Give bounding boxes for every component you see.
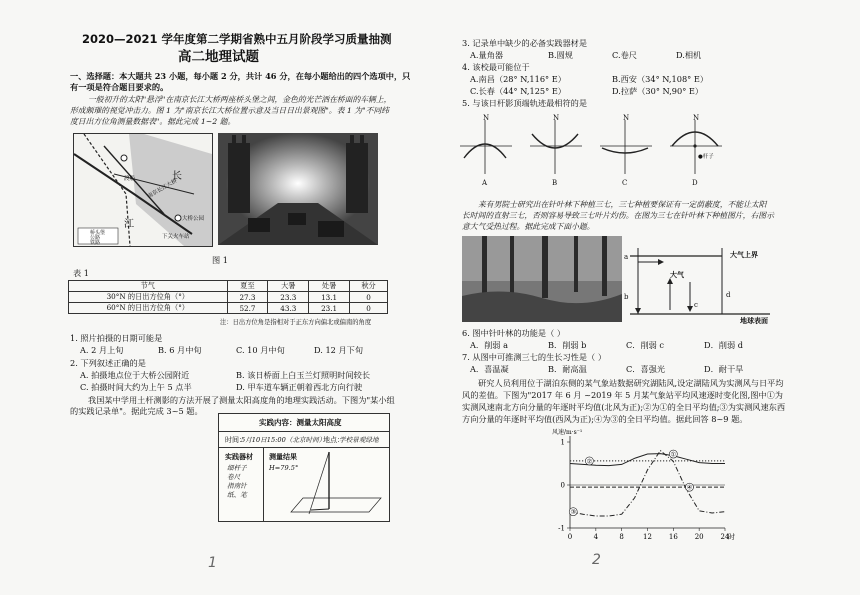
table-cell: 0 xyxy=(350,303,388,314)
arrow-label-d: d xyxy=(726,291,731,299)
record-time-label: 时间： xyxy=(225,436,246,444)
record-place-label: 地点： xyxy=(323,436,344,444)
table-cell: 13.1 xyxy=(309,292,350,303)
q2-option-a[interactable]: A. 拍摄地点位于大桥公园附近 xyxy=(80,370,190,380)
x-axis-label: 时 xyxy=(728,533,735,541)
table-header: 夏至 xyxy=(227,281,268,292)
q2-option-c[interactable]: C. 拍摄时间大约为上午 5 点半 xyxy=(80,382,192,392)
y-tick-label: 1 xyxy=(560,438,565,447)
q2-option-d[interactable]: D. 甲车道车辆正朝着西北方向行驶 xyxy=(236,382,363,392)
question-7: 7. 从图中可推测三七的生长习性是（ ） xyxy=(462,352,607,362)
atmosphere-top-label: 大气上界 xyxy=(730,250,758,259)
x-tick-label: 4 xyxy=(593,533,599,541)
intro4-line2: 风的差值。下图为"2017 年 6 月 ~2019 年 5 月某气象站平均风速逐时变化图,图中①为 xyxy=(462,390,783,400)
table-header-row xyxy=(69,281,388,292)
series-label: ② xyxy=(586,457,593,466)
table-header: 处暑 xyxy=(309,281,350,292)
q2-option-b[interactable]: B. 该日桥面上白玉兰灯照明时间较长 xyxy=(236,370,371,380)
record-equipment-label: 实践器材 xyxy=(225,452,253,461)
table-cell: 43.3 xyxy=(268,303,309,314)
q7-option-c[interactable]: C．喜强光 xyxy=(626,364,666,374)
section1-line2: 有一项是符合题目要求的。 xyxy=(70,82,169,92)
arrow-label-c: c xyxy=(694,301,698,309)
intro-line1: 一般初升的太阳"悬浮"在南京长江大桥两座桥头堡之间，金色的光芒洒在桥面的车辆上， xyxy=(88,95,392,104)
right-page xyxy=(430,0,860,595)
river-char-1: 长 xyxy=(172,171,182,182)
q4-option-d[interactable]: D.拉萨（30° N,90° E） xyxy=(612,86,704,96)
north-label-a: N xyxy=(483,114,490,122)
road-label: 南京长江大桥 xyxy=(146,178,179,200)
earth-surface-label: 地球表面 xyxy=(740,316,768,325)
intro4-line1: 研究人员利用位于湖泊东侧的某气象站数据研究湖陆风,设定湖陆风为实测风与日平均 xyxy=(478,378,784,388)
intro4-line4: 方向分量的年逐时平均值(西风为正);④为③的全日平均值。据此回答 8~9 题。 xyxy=(462,414,748,424)
q3-option-c[interactable]: C.卷尺 xyxy=(612,50,637,60)
q1-option-b[interactable]: B. 6 月中旬 xyxy=(158,345,202,355)
q3-option-a[interactable]: A.量角器 xyxy=(470,50,504,60)
q3-option-d[interactable]: D.相机 xyxy=(676,50,702,60)
pole-label: ●杆子 xyxy=(698,154,714,160)
q6-option-b[interactable]: B．削弱 b xyxy=(548,340,587,350)
q4-option-b[interactable]: B.西安（34° N,108° E） xyxy=(612,74,709,84)
shadow-trajectory-options xyxy=(460,112,760,192)
north-label-c: N xyxy=(623,114,630,122)
q1-option-c[interactable]: C. 10 月中旬 xyxy=(236,345,285,355)
trajectory-a[interactable] xyxy=(460,120,512,174)
station-label: 下关火车站 xyxy=(162,234,190,240)
x-tick-label: 12 xyxy=(643,533,652,541)
chart-labels xyxy=(552,428,735,541)
table-cell: 52.7 xyxy=(227,303,268,314)
trajectory-d[interactable] xyxy=(670,120,722,174)
record-result-label: 测量结果 xyxy=(269,452,297,461)
x-tick-label: 24 xyxy=(720,533,730,541)
intro-line3: 度日出方位角测量数据表"。据此完成 1~2 题。 xyxy=(70,117,236,126)
option-label-b: B xyxy=(552,179,558,187)
table-header: 节气 xyxy=(69,281,228,292)
legend-bridgehead: 桥头堡 xyxy=(90,230,106,236)
table-cell: 23.1 xyxy=(309,303,350,314)
q7-option-a[interactable]: A．喜温凝 xyxy=(470,364,509,374)
q7-option-b[interactable]: B．耐高温 xyxy=(548,364,587,374)
question-1: 1. 照片拍摄的日期可能是 xyxy=(70,333,163,343)
section1-line1: 一、选择题：本大题共 23 小题，每小题 2 分，共计 46 分，在每小题给出的四个选项中，只 xyxy=(70,71,411,81)
sunrise-photo xyxy=(218,133,378,245)
table1-caption: 表 1 xyxy=(73,268,89,278)
table-cell: 60°N 的日出方位角（°） xyxy=(69,303,228,314)
series-label: ④ xyxy=(686,483,693,492)
ship-label: 渡船 xyxy=(124,176,136,182)
option-label-d: D xyxy=(692,179,698,187)
practice-record-sheet xyxy=(218,413,390,522)
table-cell: 27.3 xyxy=(227,292,268,303)
intro3-line1: 来有男院士研究出在针叶林下种植三七，三七种植要保证有一定荫蔽度，不能让太阳 xyxy=(478,200,767,209)
intro2-line2: 的实践记录单"。据此完成 3~5 题。 xyxy=(70,406,203,416)
x-tick-label: 8 xyxy=(619,533,624,541)
intro3-line2: 长时间的直射三七，否则容易导致三七叶片灼伤。在图为三七在针叶林下种植图片，右图示 xyxy=(462,211,774,220)
arrow-label-b: b xyxy=(624,293,629,301)
record-title: 实践内容：测量太阳高度 xyxy=(259,418,342,427)
q1-option-a[interactable]: A. 2 月上旬 xyxy=(80,345,124,355)
north-label-d: N xyxy=(693,114,700,122)
x-tick-label: 0 xyxy=(567,533,573,541)
page-number-1: 1 xyxy=(208,555,217,571)
chart-axes xyxy=(567,436,725,531)
question-4: 4. 该校最可能位于 xyxy=(462,62,530,72)
conifer-forest-photo xyxy=(462,236,622,322)
record-result-value: H=79.5° xyxy=(269,464,299,472)
pole-shadow-sketch xyxy=(219,414,389,521)
atmosphere-label: 大气 xyxy=(670,270,684,279)
x-tick-label: 16 xyxy=(668,533,678,541)
q6-option-d[interactable]: D．削弱 d xyxy=(704,340,743,350)
table-cell: 23.3 xyxy=(268,292,309,303)
question-6: 6. 图中针叶林的功能是（ ） xyxy=(462,328,566,338)
north-label-b: N xyxy=(553,114,560,122)
trajectory-b[interactable] xyxy=(530,120,582,174)
series-label: ③ xyxy=(570,508,577,517)
y-tick-label: 0 xyxy=(560,481,565,490)
table-row xyxy=(69,303,388,314)
q4-option-a[interactable]: A.南昌（28° N,116° E） xyxy=(470,74,566,84)
table-header: 秋分 xyxy=(350,281,388,292)
figure1-caption: 图 1 xyxy=(212,255,228,265)
series-label: ① xyxy=(670,450,677,459)
intro-line2: 形成颇璀的视觉冲击力。图 1 为"南京长江大桥位置示意及当日日出景观图"。表 1 为"不同纬 xyxy=(70,106,390,115)
page-number-2: 2 xyxy=(592,552,601,568)
intro4-line3: 实测风速南北方向分量的年逐时平均值(北风为正);②为①的全日平均值;③为实测风速东西 xyxy=(462,402,786,412)
intro3-line3: 意大气受热过程。据此完成下面小题。 xyxy=(462,222,595,231)
q3-option-b[interactable]: B.圆规 xyxy=(548,50,573,60)
forest-photo-drawing xyxy=(462,236,622,322)
q6-option-a[interactable]: A．削弱 a xyxy=(470,340,508,350)
option-label-c: C xyxy=(622,179,628,187)
sunrise-azimuth-table xyxy=(68,280,388,314)
exam-subtitle: 高二地理试题 xyxy=(178,49,259,65)
legend-rail: 铁路 xyxy=(90,240,101,246)
record-equipment-items: 细杆子 卷尺 指南针 纸、笔 xyxy=(227,464,247,499)
q1-option-d[interactable]: D. 12 月下旬 xyxy=(314,345,364,355)
y-tick-label: -1 xyxy=(558,524,565,533)
table-cell: 30°N 的日出方位角（°） xyxy=(69,292,228,303)
bridge-location-map xyxy=(73,133,213,247)
record-time-value: 5月10日15:00（北京时间） xyxy=(241,436,326,444)
exam-title: 2020—2021 学年度第二学期省熟中五月阶段学习质量抽测 xyxy=(82,32,392,46)
x-tick-label: 20 xyxy=(694,533,704,541)
record-place-value: 学校景观绿地 xyxy=(339,436,379,444)
sunrise-photo-drawing xyxy=(218,133,378,245)
table-cell: 0 xyxy=(350,292,388,303)
intro2-line1: 我国某中学用土杆测影的方法开展了测量太阳高度角的地理实践活动。下图为"某小组 xyxy=(88,395,395,405)
table-header: 大暑 xyxy=(268,281,309,292)
river-char-2: 江 xyxy=(124,219,134,230)
park-label: 大桥公园 xyxy=(182,216,205,222)
table-note: 注：日出方位角是指相对于正东方向偏北或偏南的角度 xyxy=(220,319,372,326)
arrow-label-a: a xyxy=(624,253,629,261)
q7-option-d[interactable]: D．耐干旱 xyxy=(704,364,744,374)
question-2: 2. 下列叙述正确的是 xyxy=(70,358,146,368)
q4-option-c[interactable]: C.长春（44° N,125° E） xyxy=(470,86,566,96)
atmosphere-heating-diagram xyxy=(624,244,778,325)
question-5: 5. 与该日杆影顶端轨迹最相符的是 xyxy=(462,98,588,108)
trajectory-c[interactable] xyxy=(600,120,652,174)
question-3: 3. 记录单中缺少的必备实践器材是 xyxy=(462,38,588,48)
legend-road: 公路 xyxy=(90,235,101,241)
q6-option-c[interactable]: C．削弱 c xyxy=(626,340,665,350)
option-label-a: A xyxy=(482,179,488,187)
y-axis-label: 风速/m·s⁻¹ xyxy=(552,429,583,436)
table-row xyxy=(69,292,388,303)
wind-speed-chart xyxy=(540,428,740,548)
